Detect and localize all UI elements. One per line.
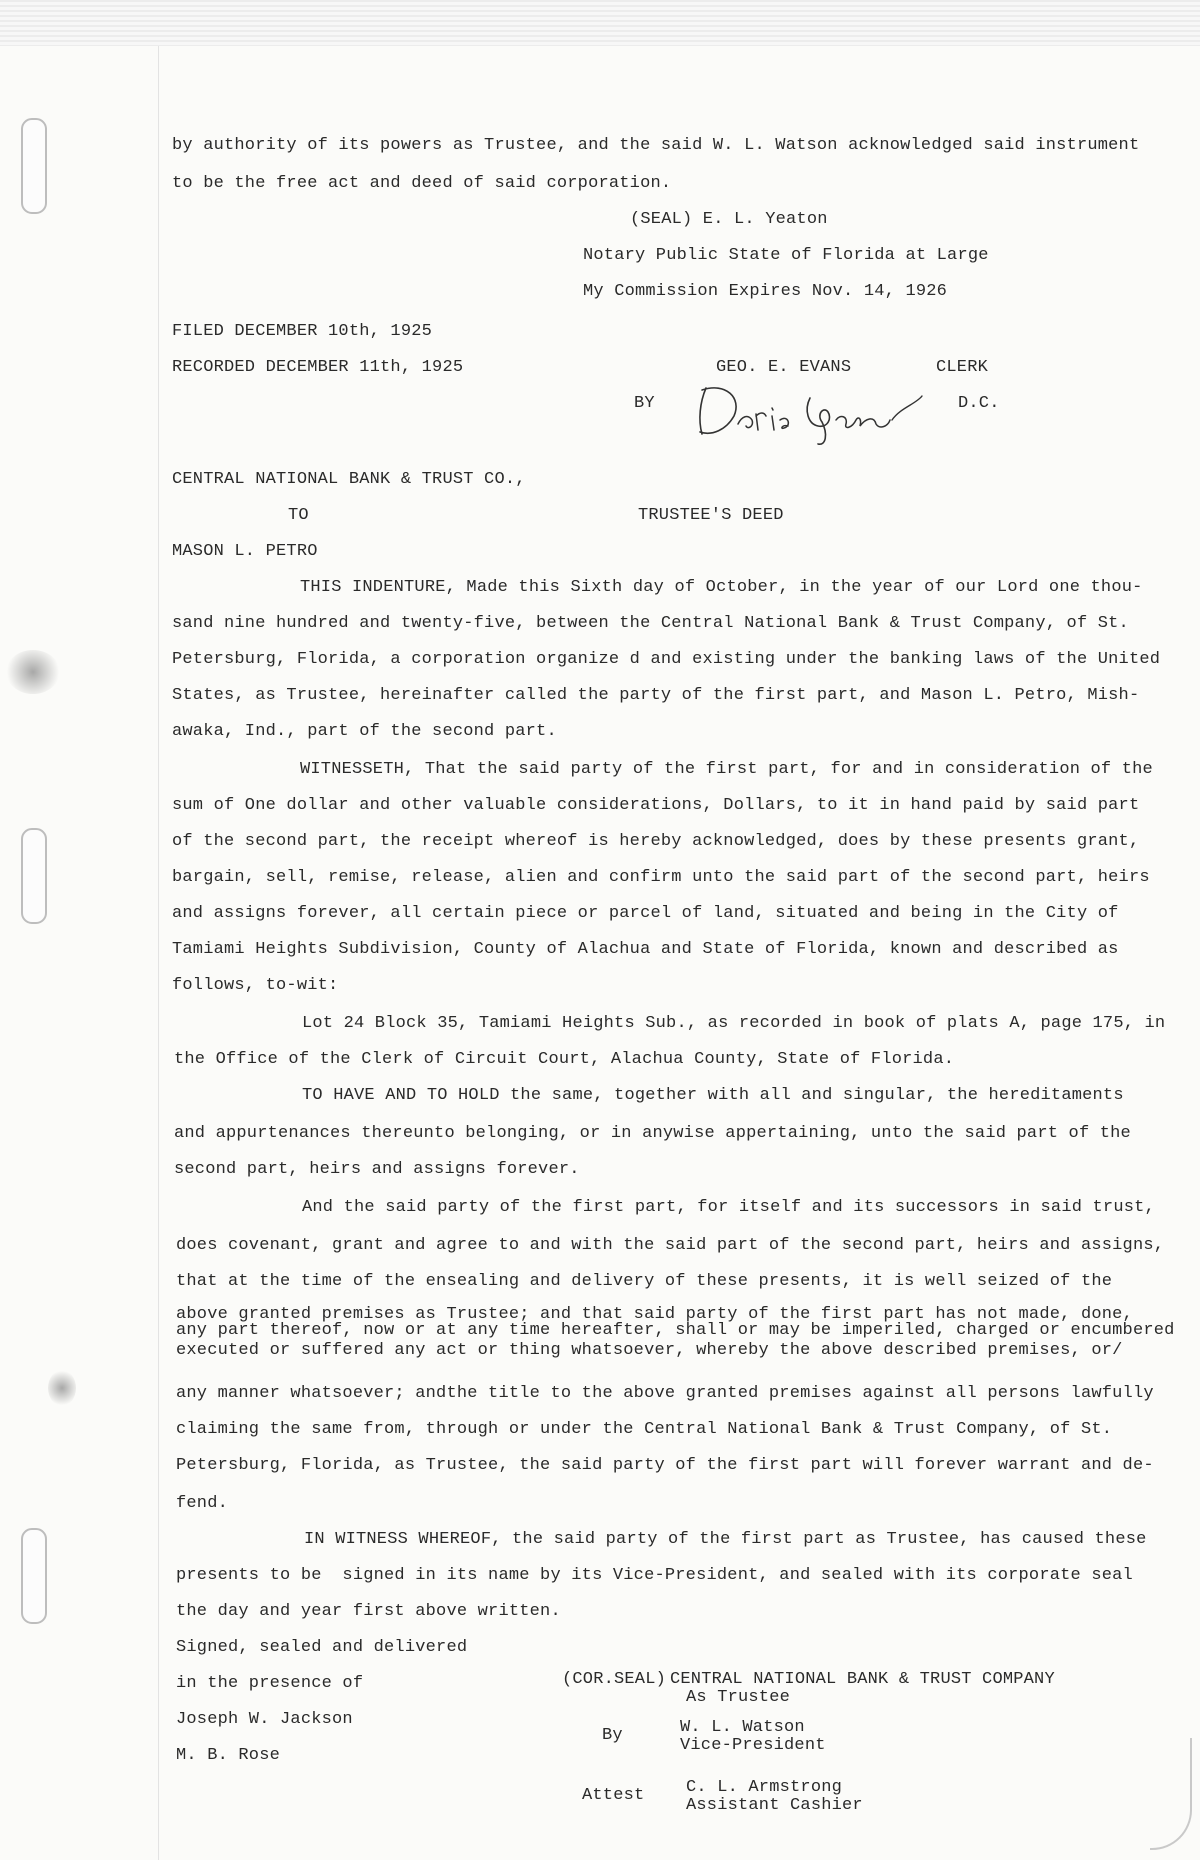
binder-hole-middle: [21, 828, 47, 924]
by-signer-label: By: [602, 1726, 623, 1745]
clerk-title: CLERK: [936, 358, 989, 377]
body-line-26: presents to be signed in its name by its Vice-President, and sealed with its corporate seal: [176, 1566, 1133, 1585]
body-line-7: sum of One dollar and other valuable considerations, Dollars, to it in hand paid by said part: [172, 796, 1140, 815]
grantee-name: MASON L. PETRO: [172, 542, 318, 561]
overlap-line-b: any part thereof, now or at any time hereafter, shall or may be imperiled, charged or encumbered: [176, 1321, 1175, 1340]
body-line-24: fend.: [176, 1494, 229, 1513]
body-line-17: second part, heirs and assigns forever.: [174, 1160, 580, 1179]
body-line-13: Lot 24 Block 35, Tamiami Heights Sub., as recorded in book of plats A, page 175, in: [302, 1014, 1166, 1033]
top-line-2: to be the free act and deed of said corporation.: [172, 174, 672, 193]
notary-commission-line: My Commission Expires Nov. 14, 1926: [583, 282, 948, 301]
body-line-16: and appurtenances thereunto belonging, or in anywise appertaining, unto the said part of the: [174, 1124, 1131, 1143]
by-label: BY: [634, 394, 655, 413]
attest-name: C. L. Armstrong: [686, 1778, 843, 1797]
attest-title: Assistant Cashier: [686, 1796, 863, 1815]
body-line-12: follows, to-wit:: [172, 976, 339, 995]
body-line-5: awaka, Ind., part of the second part.: [172, 722, 557, 741]
body-line-21: any manner whatsoever; andthe title to the above granted premises against all persons lawfully: [176, 1384, 1154, 1403]
body-line-8: of the second part, the receipt whereof is hereby acknowledged, does by these presents grant,: [172, 832, 1140, 851]
body-line-20: that at the time of the ensealing and delivery of these presents, it is well seized of the: [176, 1272, 1113, 1291]
page-margin-line: [158, 46, 159, 1860]
grantor-name: CENTRAL NATIONAL BANK & TRUST CO.,: [172, 470, 526, 489]
signer-name: W. L. Watson: [680, 1718, 805, 1737]
notary-title-line: Notary Public State of Florida at Large: [583, 246, 989, 265]
deputy-title: D.C.: [958, 394, 1000, 413]
corporate-seal-label: (COR.SEAL): [562, 1670, 667, 1689]
deed-type: TRUSTEE'S DEED: [638, 506, 784, 525]
body-line-19: does covenant, grant and agree to and with the said part of the second part, heirs and assigns,: [176, 1236, 1165, 1255]
body-line-6: WITNESSETH, That the said party of the first part, for and in consideration of the: [300, 760, 1153, 779]
presence-line: in the presence of: [176, 1674, 364, 1693]
body-line-3: Petersburg, Florida, a corporation organize d and existing under the banking laws of the United: [172, 650, 1161, 669]
notary-seal-line: (SEAL) E. L. Yeaton: [630, 210, 828, 229]
as-trustee: As Trustee: [686, 1688, 791, 1707]
body-line-25: IN WITNESS WHEREOF, the said party of the first part as Trustee, has caused these: [304, 1530, 1147, 1549]
binder-hole-top: [21, 118, 47, 214]
binder-hole-bottom: [21, 1528, 47, 1624]
deputy-signature: [660, 368, 940, 448]
overlap-line-a: above granted premises as Trustee; and that said party of the first part has not made, done,: [176, 1305, 1133, 1324]
body-line-9: bargain, sell, remise, release, alien and confirm unto the said part of the second part, heirs: [172, 868, 1150, 887]
page-corner-curl: [1150, 1738, 1192, 1850]
body-line-1: THIS INDENTURE, Made this Sixth day of October, in the year of our Lord one thou-: [300, 578, 1143, 597]
body-line-14: the Office of the Clerk of Circuit Court, Alachua County, State of Florida.: [174, 1050, 955, 1069]
body-line-27: the day and year first above written.: [176, 1602, 561, 1621]
body-line-15: TO HAVE AND TO HOLD the same, together with all and singular, the hereditaments: [302, 1086, 1124, 1105]
signer-title: Vice-President: [680, 1736, 826, 1755]
ink-smudge-upper: [6, 650, 60, 694]
body-line-11: Tamiami Heights Subdivision, County of Alachua and State of Florida, known and described as: [172, 940, 1119, 959]
body-line-18: And the said party of the first part, for itself and its successors in said trust,: [302, 1198, 1155, 1217]
company-name: CENTRAL NATIONAL BANK & TRUST COMPANY: [670, 1670, 1055, 1689]
filed-date: FILED DECEMBER 10th, 1925: [172, 322, 433, 341]
witness-1: Joseph W. Jackson: [176, 1710, 353, 1729]
top-line-1: by authority of its powers as Trustee, and the said W. L. Watson acknowledged said instrument: [172, 136, 1140, 155]
body-line-23: Petersburg, Florida, as Trustee, the said party of the first part will forever warrant and de-: [176, 1456, 1154, 1475]
clerk-name: GEO. E. EVANS: [716, 358, 852, 377]
body-line-2: sand nine hundred and twenty-five, between the Central National Bank & Trust Company, of St.: [172, 614, 1129, 633]
body-line-22: claiming the same from, through or under the Central National Bank & Trust Company, of St.: [176, 1420, 1113, 1439]
attest-label: Attest: [582, 1786, 645, 1805]
body-line-10: and assigns forever, all certain piece or parcel of land, situated and being in the City of: [172, 904, 1119, 923]
ink-smudge-lower: [48, 1370, 76, 1406]
signed-sealed-line: Signed, sealed and delivered: [176, 1638, 468, 1657]
recorded-date: RECORDED DECEMBER 11th, 1925: [172, 358, 464, 377]
witness-2: M. B. Rose: [176, 1746, 281, 1765]
overlap-line-c: executed or suffered any act or thing whatsoever, whereby the above described premises, or/: [176, 1341, 1123, 1360]
body-line-4: States, as Trustee, hereinafter called the party of the first part, and Mason L. Petro, Mish-: [172, 686, 1140, 705]
scan-top-band: [0, 0, 1200, 46]
to-label: TO: [288, 506, 309, 525]
